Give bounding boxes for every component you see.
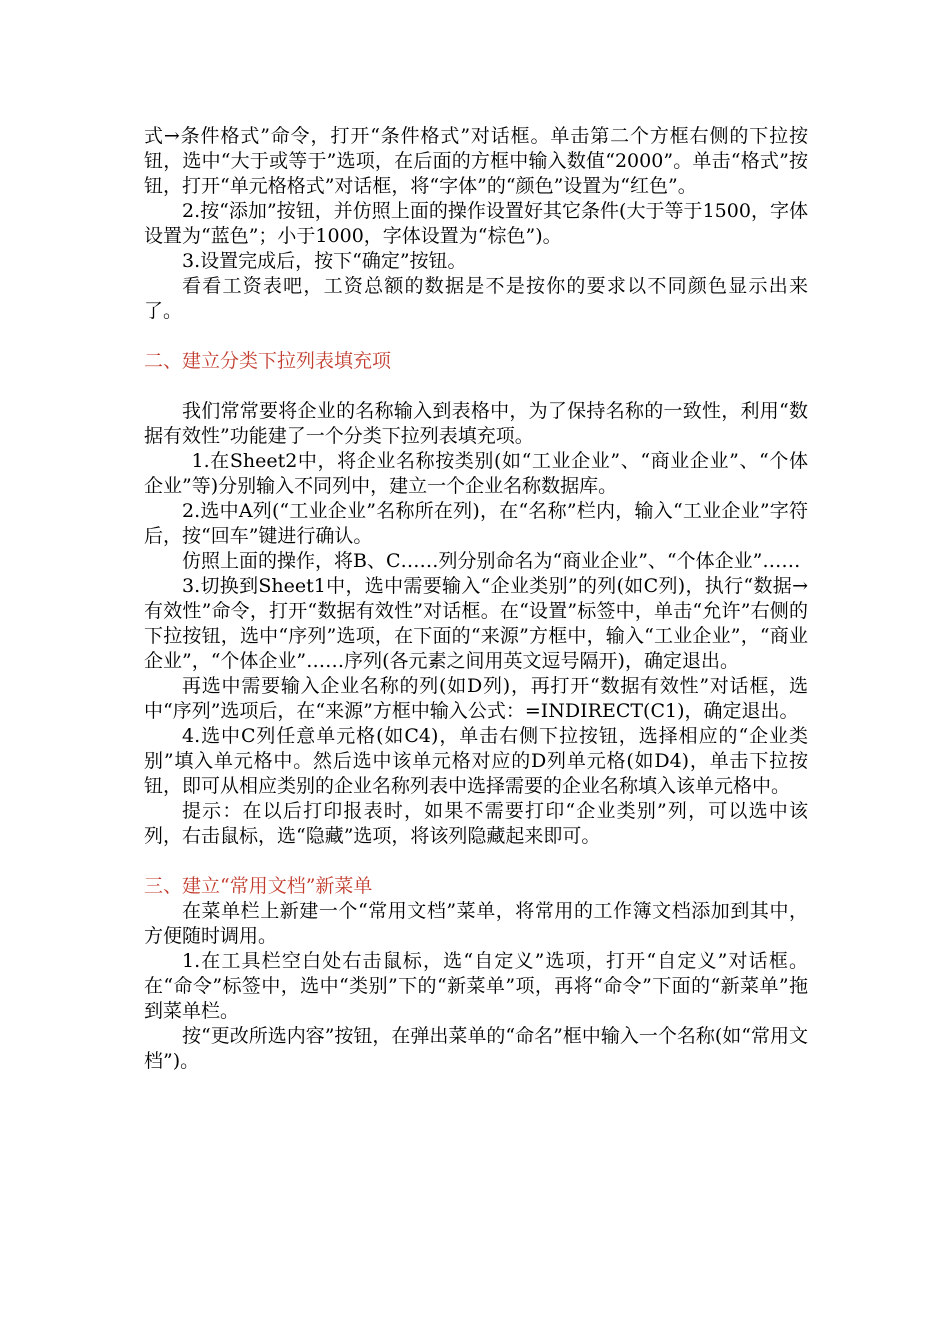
- spacer: [144, 324, 808, 349]
- paragraph: 按“更改所选内容”按钮，在弹出菜单的“命名”框中输入一个名称(如“常用文档”)。: [144, 1025, 808, 1072]
- spacer: [144, 849, 808, 874]
- paragraph: 在菜单栏上新建一个“常用文档”菜单，将常用的工作簿文档添加到其中，方便随时调用。: [144, 900, 808, 947]
- paragraph: 1.在Sheet2中，将企业名称按类别(如“工业企业”、“商业企业”、“个体企业”等)分别输入不同列中，建立一个企业名称数据库。: [144, 450, 808, 497]
- paragraph: 4.选中C列任意单元格(如C4)，单击右侧下拉按钮，选择相应的“企业类别”填入单元格中。然后选中该单元格对应的D列单元格(如D4)，单击下拉按钮，即可从相应类别的企业名称列表中选择需要的企业名称填入该单元格中。: [144, 725, 808, 797]
- paragraph: 提示：在以后打印报表时，如果不需要打印“企业类别”列，可以选中该列，右击鼠标，选“隐藏”选项，将该列隐藏起来即可。: [144, 800, 808, 847]
- section-heading-2: 二、建立分类下拉列表填充项: [144, 350, 392, 372]
- document-body: [144, 124, 808, 1074]
- paragraph: 看看工资表吧，工资总额的数据是不是按你的要求以不同颜色显示出来了。: [144, 275, 808, 322]
- paragraph: 再选中需要输入企业名称的列(如D列)，再打开“数据有效性”对话框，选中“序列”选项后，在“来源”方框中输入公式：=INDIRECT(C1)，确定退出。: [144, 675, 808, 722]
- section-heading-3: 三、建立“常用文档”新菜单: [144, 875, 373, 897]
- paragraph: 我们常常要将企业的名称输入到表格中，为了保持名称的一致性，利用“数据有效性”功能建了一个分类下拉列表填充项。: [144, 400, 808, 447]
- spacer: [144, 374, 808, 399]
- paragraph: 仿照上面的操作，将B、C……列分别命名为“商业企业”、“个体企业”……: [182, 550, 801, 572]
- paragraph: 式→条件格式”命令，打开“条件格式”对话框。单击第二个方框右侧的下拉按钮，选中“大于或等于”选项，在后面的方框中输入数值“2000”。单击“格式”按钮，打开“单元格格式”对话框，将“字体”的“颜色”设置为“红色”。: [144, 125, 808, 197]
- paragraph: 2.选中A列(“工业企业”名称所在列)，在“名称”栏内，输入“工业企业”字符后，按“回车”键进行确认。: [144, 500, 808, 547]
- paragraph: 3.切换到Sheet1中，选中需要输入“企业类别”的列(如C列)，执行“数据→有效性”命令，打开“数据有效性”对话框。在“设置”标签中，单击“允许”右侧的下拉按钮，选中“序列”选项，在下面的“来源”方框中，输入“工业企业”，“商业企业”，“个体企业”……序列(各元素之间用英文逗号隔开)，确定退出。: [144, 575, 808, 672]
- paragraph: 1.在工具栏空白处右击鼠标，选“自定义”选项，打开“自定义”对话框。在“命令”标签中，选中“类别”下的“新菜单”项，再将“命令”下面的“新菜单”拖到菜单栏。: [144, 950, 808, 1022]
- paragraph: 3.设置完成后，按下“确定”按钮。: [182, 250, 467, 272]
- paragraph: 2.按“添加”按钮，并仿照上面的操作设置好其它条件(大于等于1500，字体设置为“蓝色”；小于1000，字体设置为“棕色”)。: [144, 200, 808, 247]
